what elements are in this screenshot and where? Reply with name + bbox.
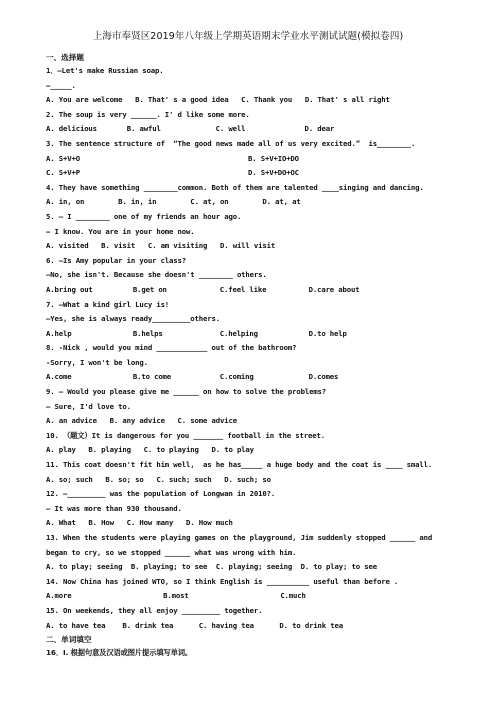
- option-d: D.to help: [308, 328, 347, 338]
- question-7-reply: —Yes, she is always ready_________others.: [46, 314, 220, 324]
- question-15-options: A. to have tea B. drink tea C. having tea D. to drink tea: [46, 620, 344, 630]
- question-1-blank: —_____.: [46, 80, 76, 90]
- question-5: 5. — I ________ one of my friends an hour ago.: [46, 211, 242, 221]
- question-13: 13. When the students were playing games on the playground, Jim suddenly stopped ______ and: [46, 533, 433, 542]
- question-8-options: [46, 370, 450, 385]
- question-12: 12. —_________ was the population of Longwan in 2010?.: [46, 489, 276, 499]
- option-c: C.coming: [219, 372, 254, 382]
- question-3: 3. The sentence structure of “The good news made all of us very excited.” is________.: [46, 138, 416, 148]
- option-c: C.helping: [219, 328, 258, 338]
- option-a: A. delicious: [46, 124, 97, 134]
- option-a: A.bring out: [46, 284, 93, 294]
- option-a: A.more: [46, 591, 72, 601]
- option-c: C. well: [215, 124, 246, 134]
- option-d: D.comes: [308, 372, 339, 382]
- option-d: D. dear: [304, 124, 335, 134]
- question-13-options: A. to play; seeing B. playing; to see C. playing; seeing D. to play; to see: [46, 562, 377, 572]
- question-7-options: [46, 327, 450, 342]
- option-b: B.most: [163, 591, 189, 601]
- question-6-reply: —No, she isn't. Because she doesn't ________ others.: [46, 270, 267, 280]
- question-6: 6. —Is Amy popular in your class?: [46, 255, 187, 265]
- document-title: 上海市奉贤区2019年八年级上学期英语期末学业水平测试试题(模拟卷四): [92, 31, 404, 42]
- question-14-options: [46, 589, 450, 604]
- option-c: C.much: [280, 591, 306, 601]
- question-5-options: A. visited B. visit C. am visiting D. will visit: [46, 241, 276, 251]
- question-15: 15. On weekends, they all enjoy _________ together.: [46, 605, 263, 615]
- question-10-options: A. play B. playing C. to playing D. to play: [46, 445, 254, 455]
- option-d: D.care about: [308, 284, 360, 294]
- question-7: 7. —What a kind girl Lucy is!: [46, 299, 170, 309]
- question-13-cont: began to cry, so we stopped ______ what was wrong with him.: [46, 547, 297, 557]
- question-6-options: [46, 283, 450, 298]
- question-2: 2. The soup is very ______. I' d like some more.: [46, 109, 250, 119]
- question-10-number: 10.: [46, 430, 63, 440]
- option-c: C.feel like: [219, 284, 267, 294]
- option-b: B.helps: [132, 328, 163, 338]
- option-b: B. S+V+IO+DO: [248, 153, 299, 163]
- question-1-options: A. You are welcome B. That' s a good idea C. Thank you D. That' s all right: [46, 95, 390, 105]
- question-10-text: It is dangerous for you _______ football in the street.: [91, 430, 325, 440]
- question-11: 11. This coat doesn't fit him well, as he has_____ a huge body and the coat is ____ small.: [46, 460, 433, 470]
- option-a: A.help: [46, 328, 72, 338]
- section-heading-fill: 二、单词填空: [46, 635, 92, 645]
- question-4-options: A. in, on B. in, in C. at, on D. at, at: [46, 197, 301, 207]
- question-11-options: A. so; such B. so; so C. such; such D. such; so: [46, 474, 271, 484]
- question-9-options: A. an advice B. any advice C. some advice: [46, 416, 237, 426]
- option-b: B.to come: [132, 372, 172, 382]
- option-b: B. awful: [126, 124, 161, 134]
- option-b: B.get on: [132, 284, 167, 294]
- question-3-options-cd: [46, 166, 450, 181]
- question-12-options: A. What B. How C. How many D. How much: [46, 518, 233, 528]
- question-1: 1．—Let's make Russian soap.: [46, 66, 164, 75]
- question-8-reply: -Sorry, I won't be long.: [46, 357, 148, 367]
- question-8: 8. -Nick , would you mind ____________ out of the bathroom?: [46, 343, 297, 353]
- question-9: 9. — Would you please give me ______ on how to solve the problems?: [46, 387, 327, 397]
- section-heading-choice: 一、选择题: [46, 53, 84, 62]
- option-c: C. S+V+P: [46, 168, 80, 178]
- question-14: 14. Now China has joined WTO, so I think English is __________ useful than before .: [46, 576, 399, 586]
- question-12-reply: — It was more than 930 thousand.: [46, 503, 182, 513]
- question-9-reply: — Sure, I'd love to.: [46, 401, 131, 411]
- question-4: 4. They have something ________common. Both of them are talented ____singing and dancing.: [46, 182, 424, 192]
- option-a: A. S+V+O: [46, 153, 80, 163]
- question-2-options: [46, 122, 450, 137]
- question-5-reply: — I know. You are in your home now.: [46, 226, 195, 236]
- question-10-tag: （题文）: [62, 430, 92, 440]
- question-16: 16．I. 根据句意及汉语或图片提示填写单词。: [46, 648, 193, 658]
- option-d: D. S+V+DO+OC: [248, 168, 299, 178]
- question-10: [46, 429, 450, 444]
- question-3-options-ab: [46, 152, 450, 167]
- option-a: A.come: [46, 372, 72, 382]
